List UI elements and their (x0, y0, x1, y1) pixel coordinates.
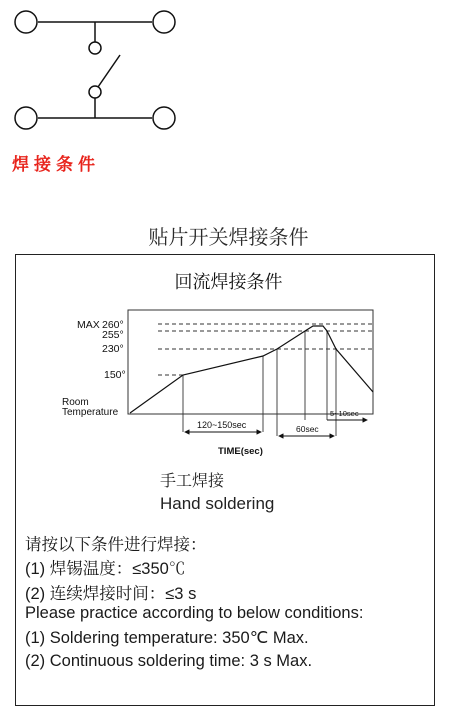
instruction-line-cn-temp: (1) 焊锡温度：≤350℃ (25, 560, 186, 578)
tick-label-150: 150° (104, 369, 126, 381)
tick-label-230: 230° (102, 343, 124, 355)
sheet-title: 贴片开关焊接条件 (148, 225, 309, 249)
instruction-line-en-temp: (1) Soldering temperature: 350℃ Max. (25, 629, 309, 647)
x-axis-label: TIME(sec) (218, 446, 263, 457)
section-heading: 焊接条件 (12, 155, 100, 175)
instruction-line-en-time: (2) Continuous soldering time: 3 s Max. (25, 652, 313, 670)
instruction-line-cn-intro: 请按以下条件进行焊接： (25, 536, 207, 554)
chart-title: 回流焊接条件 (174, 272, 283, 293)
above230-duration-label: 60sec (296, 424, 319, 434)
tick-label-255: 255° (102, 329, 124, 341)
temperature-profile-line (130, 326, 373, 413)
hand-soldering-title-cn: 手工焊接 (160, 471, 225, 490)
max-label: MAX (77, 319, 100, 331)
preheat-duration-label: 120~150sec (197, 420, 247, 430)
room-temperature-label: Temperature (62, 407, 119, 418)
instruction-line-en-intro: Please practice according to below conditions: (25, 604, 364, 622)
tick-label-260: 260° (102, 319, 124, 331)
room-label: Room (62, 397, 89, 408)
peak-duration-label: 5~10sec (330, 409, 359, 418)
hand-soldering-title-en: Hand soldering (160, 494, 275, 513)
instruction-line-cn-time: (2) 连续焊接时间：≤3 s (25, 585, 197, 603)
